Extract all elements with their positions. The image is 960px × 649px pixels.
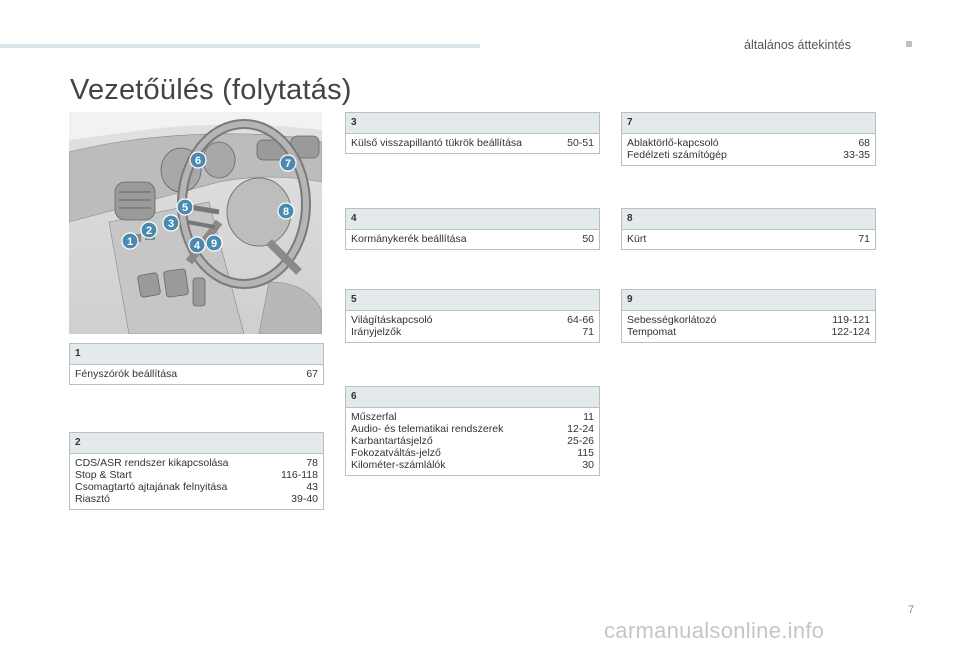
watermark: carmanualsonline.info <box>604 618 825 643</box>
list-item: Fokozatváltás-jelző 115 <box>351 447 594 459</box>
info-box-6 <box>345 386 600 476</box>
info-box-9 <box>621 289 876 343</box>
box-header: 7 <box>622 113 875 134</box>
marker-5 <box>177 199 193 215</box>
list-item: Tempomat 122-124 <box>627 326 870 338</box>
list-item: Csomagtartó ajtajának felnyitása 43 <box>75 481 318 493</box>
marker-9 <box>206 235 222 251</box>
info-box-5 <box>345 289 600 343</box>
page-number: 7 <box>908 604 915 616</box>
box-header: 6 <box>346 387 599 408</box>
info-box-4 <box>345 208 600 250</box>
list-item: Karbantartásjelző 25-26 <box>351 435 594 447</box>
svg-text:3: 3 <box>167 218 175 230</box>
section-title: általános áttekintés <box>744 38 852 52</box>
list-item: Kilométer-számlálók 30 <box>351 459 594 471</box>
list-item: Műszerfal 11 <box>351 411 594 423</box>
marker-7 <box>280 155 296 171</box>
list-item: CDS/ASR rendszer kikapcsolása 78 <box>75 457 318 469</box>
box-header: 3 <box>346 113 599 134</box>
list-item: Riasztó 39-40 <box>75 493 318 505</box>
list-item: Stop & Start 116-118 <box>75 469 318 481</box>
marker-6 <box>190 152 206 168</box>
box-header: 4 <box>346 209 599 230</box>
list-item: Irányjelzők 71 <box>351 326 594 338</box>
list-item: Kürt 71 <box>627 233 870 245</box>
marker-2 <box>141 222 157 238</box>
list-item: Kormánykerék beállítása 50 <box>351 233 594 245</box>
box-header: 8 <box>622 209 875 230</box>
marker-8 <box>278 203 294 219</box>
marker-4 <box>189 237 205 253</box>
info-box-3 <box>345 112 600 154</box>
list-item: Audio- és telematikai rendszerek 12-24 <box>351 423 594 435</box>
box-header: 2 <box>70 433 323 454</box>
info-box-1 <box>69 343 324 385</box>
svg-text:8: 8 <box>282 206 290 218</box>
list-item: Sebességkorlátozó 119-121 <box>627 314 870 326</box>
svg-text:1: 1 <box>126 236 134 248</box>
list-item: Világításkapcsoló 64-66 <box>351 314 594 326</box>
list-item: Külső visszapillantó tükrök beállítása 50-51 <box>351 137 594 149</box>
svg-text:6: 6 <box>194 155 202 167</box>
list-item: Ablaktörlő-kapcsoló 68 <box>627 137 870 149</box>
info-box-7 <box>621 112 876 166</box>
marker-3 <box>163 215 179 231</box>
section-marker <box>906 41 912 47</box>
svg-text:7: 7 <box>284 158 292 170</box>
marker-1 <box>122 233 138 249</box>
info-box-8 <box>621 208 876 250</box>
box-header: 5 <box>346 290 599 311</box>
box-header: 9 <box>622 290 875 311</box>
header-accent-bar <box>0 44 480 48</box>
page-title: Vezetőülés (folytatás) <box>70 74 352 106</box>
box-header: 1 <box>70 344 323 365</box>
svg-text:9: 9 <box>210 238 218 250</box>
svg-text:5: 5 <box>181 202 189 214</box>
svg-text:4: 4 <box>193 240 201 252</box>
dashboard-illustration <box>69 112 322 334</box>
svg-text:2: 2 <box>145 225 153 237</box>
info-box-2 <box>69 432 324 510</box>
list-item: Fényszórók beállítása 67 <box>75 368 318 380</box>
list-item: Fedélzeti számítógép 33-35 <box>627 149 870 161</box>
